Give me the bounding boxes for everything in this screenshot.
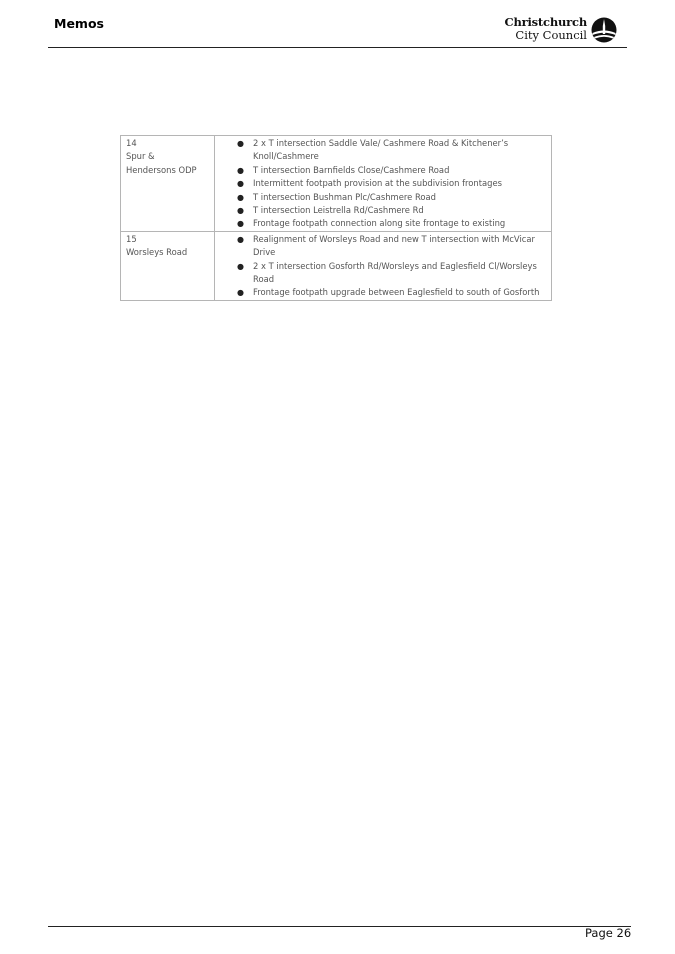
bullet-icon: ● — [237, 139, 244, 148]
project-id-cell — [121, 231, 215, 300]
list-item — [215, 233, 545, 260]
project-item-list — [215, 233, 545, 300]
list-item — [215, 260, 545, 287]
logo-text — [505, 16, 587, 42]
list-item — [215, 191, 545, 204]
cathedral-logo-icon — [591, 17, 617, 43]
list-item-text: T intersection Bushman Plc/Cashmere Road — [253, 191, 436, 202]
project-items-cell — [215, 231, 552, 300]
list-item — [215, 137, 545, 164]
list-item-text: Intermittent footpath provision at the subdivision frontages — [253, 178, 502, 189]
list-item-text: Frontage footpath connection along site frontage to existing — [253, 218, 506, 229]
list-item — [215, 204, 545, 217]
project-name-line: Hendersons ODP — [126, 164, 197, 175]
project-name-line: Worsleys Road — [126, 247, 188, 258]
list-item-text: T intersection Leistrella Rd/Cashmere Rd — [253, 205, 424, 216]
council-logo — [504, 15, 617, 44]
logo-line-2: City Council — [515, 28, 587, 42]
page-header-title: Memos — [54, 16, 104, 31]
list-item — [215, 164, 545, 177]
project-items-cell — [215, 136, 552, 232]
table-row — [121, 136, 552, 232]
logo-line-1: Christchurch — [504, 15, 587, 29]
table-row — [121, 231, 552, 300]
project-item-list — [215, 137, 545, 231]
list-item — [215, 217, 545, 230]
project-table — [120, 135, 552, 301]
bullet-icon: ● — [237, 288, 244, 298]
list-item — [215, 177, 545, 190]
list-item-text: Realignment of Worsleys Road and new T intersection with McVicar Drive — [253, 233, 535, 258]
project-name-line: Spur & — [126, 151, 155, 162]
page-number: Page 26 — [585, 926, 632, 940]
bullet-icon: ● — [237, 165, 244, 175]
bullet-icon: ● — [237, 219, 244, 229]
project-id-cell — [121, 136, 215, 232]
bullet-icon: ● — [237, 234, 244, 244]
footer-rule — [48, 926, 631, 927]
bullet-icon: ● — [237, 179, 244, 189]
project-number: 14 — [126, 138, 137, 148]
list-item-text: T intersection Barnfields Close/Cashmere Road — [253, 164, 450, 175]
bullet-icon: ● — [237, 192, 244, 202]
list-item-text: 2 x T intersection Gosforth Rd/Worsleys and Eaglesfield Cl/Worsleys Road — [253, 260, 537, 285]
header-rule — [48, 47, 627, 48]
list-item-text: Frontage footpath upgrade between Eaglesfield to south of Gosforth — [253, 287, 540, 298]
list-item-text: 2 x T intersection Saddle Vale/ Cashmere Road & Kitchener’s Knoll/Cashmere — [253, 138, 509, 162]
bullet-icon: ● — [237, 206, 244, 216]
list-item — [215, 286, 545, 299]
bullet-icon: ● — [237, 261, 244, 271]
project-number: 15 — [126, 233, 137, 244]
